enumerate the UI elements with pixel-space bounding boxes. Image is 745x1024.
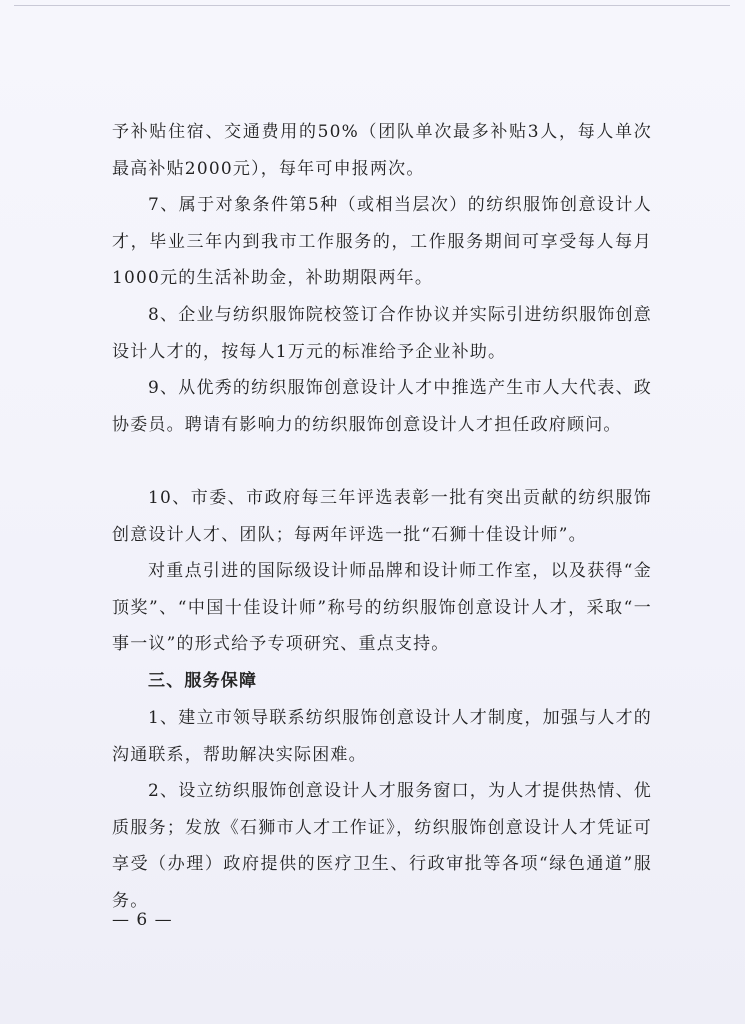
paragraph-subsidy-continuation: 予补贴住宿、交通费用的50%（团队单次最多补贴3人，每人单次最高补贴2000元），每年可申报两次。	[112, 122, 652, 179]
page-top-edge	[14, 0, 730, 6]
paragraph-service-1: 1、建立市领导联系纺织服饰创意设计人才制度，加强与人才的沟通联系，帮助解决实际困难。	[112, 708, 652, 765]
paragraph-item-7: 7、属于对象条件第5种（或相当层次）的纺织服饰创意设计人才，毕业三年内到我市工作服务的，工作服务期间可享受每人每月1000元的生活补助金，补助期限两年。	[112, 195, 652, 289]
paragraph-service-2: 2、设立纺织服饰创意设计人才服务窗口，为人才提供热情、优质服务；发放《石狮市人才工作证》，纺织服饰创意设计人才凭证可享受（办理）政府提供的医疗卫生、行政审批等各项“绿色通道”服务。	[112, 781, 652, 911]
paragraph-item-8: 8、企业与纺织服饰院校签订合作协议并实际引进纺织服饰创意设计人才的，按每人1万元的标准给予企业补助。	[112, 305, 652, 362]
section-heading-service-guarantee: 三、服务保障	[148, 671, 258, 691]
paragraph-key-support: 对重点引进的国际级设计师品牌和设计师工作室，以及获得“金顶奖”、“中国十佳设计师”称号的纺织服饰创意设计人才，采取“一事一议”的形式给予专项研究、重点支持。	[112, 561, 652, 655]
paragraph-item-10: 10、市委、市政府每三年评选表彰一批有突出贡献的纺织服饰创意设计人才、团队；每两年评选一批“石狮十佳设计师”。	[112, 488, 652, 545]
paragraph-item-9: 9、从优秀的纺织服饰创意设计人才中推选产生市人大代表、政协委员。聘请有影响力的纺织服饰创意设计人才担任政府顾问。	[112, 378, 652, 435]
page-number: — 6 —	[112, 910, 173, 930]
